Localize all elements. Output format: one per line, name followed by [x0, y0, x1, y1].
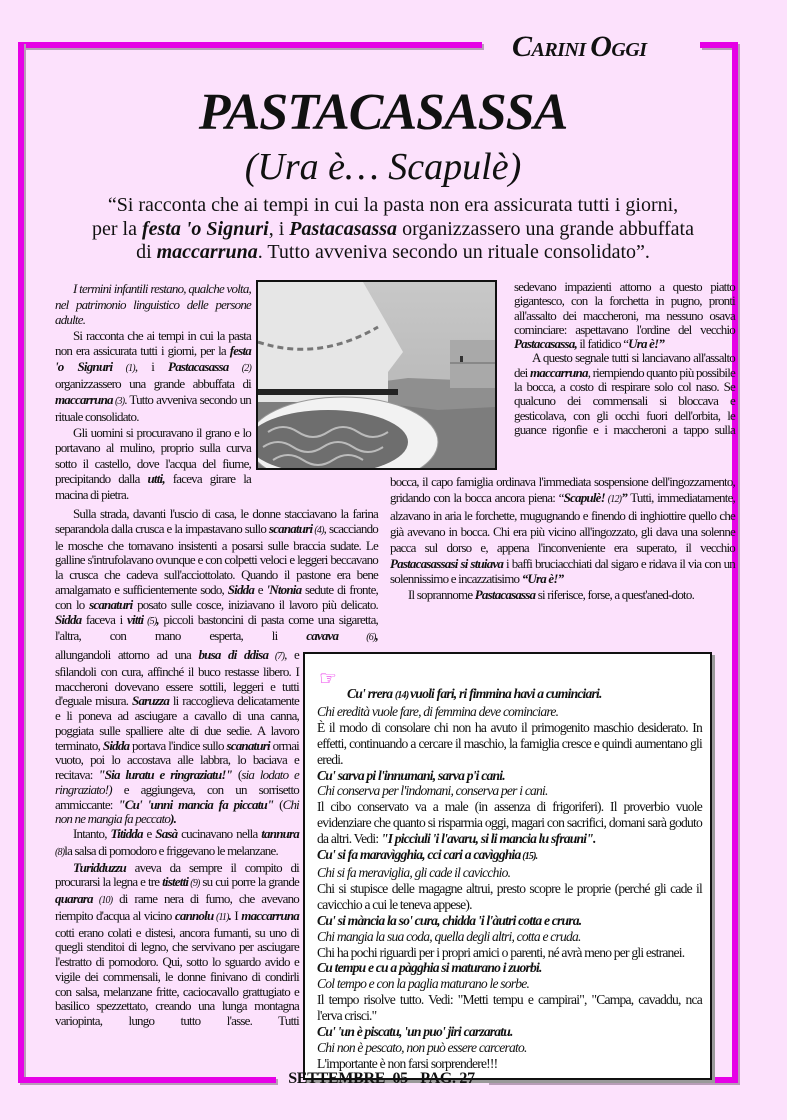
- text-run: li raccoglieva delicatamente e li poneva ad asciugare a cavallo di una canna, poggiata sulle spalliere alte di due sedie. A lavoro terminato,: [55, 693, 299, 753]
- text-run: bocca, il capo famiglia ordinava l'immediata sospensione dell'ingozzamento, gridando con la bocca ancora piena: “: [390, 474, 735, 505]
- logo-text-arini: ARINI: [531, 39, 591, 61]
- paragraph: [55, 827, 299, 861]
- text-run: Col tempo e con la paglia maturano le sorbe.: [317, 976, 530, 992]
- text-run: Il soprannome: [408, 587, 475, 603]
- text-run: (: [273, 796, 283, 812]
- emphasis-text: busa di ddisa: [198, 647, 269, 662]
- text-run: Chi conserva per l'indomani, conserva per i cani.: [317, 783, 548, 799]
- emphasis-text: 'Ntonia: [266, 581, 302, 597]
- text-run: organizzassero una grande abbuffata: [397, 217, 694, 240]
- paragraph: [36, 194, 750, 218]
- text-run: Chi si fa meraviglia, gli cade il cavicchio.: [317, 864, 511, 880]
- footnote-ref: (3): [112, 395, 125, 407]
- paragraph: [36, 241, 750, 265]
- proverb-translation: [317, 976, 702, 992]
- text-run: , i: [268, 217, 290, 240]
- proverb-translation: [317, 865, 702, 881]
- footnote-ref: (6): [338, 632, 376, 644]
- text-run: Chi ha pochi riguardi per i propri amici o parenti, né avrà meno per gli estranei.: [317, 944, 685, 960]
- text-run: . Tutto avveniva secondo un rituale consolidato”.: [257, 241, 650, 263]
- text-run: Cu tempu e cu a pàgghia si maturano i zuorbi.: [317, 960, 542, 976]
- emphasis-text: ”: [621, 489, 627, 505]
- footnote-ref: (8): [55, 846, 65, 858]
- footnote-ref: (9): [188, 878, 200, 890]
- emphasis-text: festa 'o Signuri: [142, 217, 269, 240]
- emphasis-text: Pastacasassa: [168, 358, 229, 374]
- pointing-hand-icon: ☞: [319, 668, 337, 690]
- proverb: [317, 768, 702, 784]
- proverb-translation: [317, 929, 702, 945]
- paragraph: [36, 218, 750, 242]
- emphasis-text: Sidda: [102, 737, 130, 753]
- article-title: PASTACASASSA: [198, 84, 568, 141]
- emphasis-text: cannolu: [174, 907, 214, 923]
- emphasis-text: Pastacasassasi si stuiava: [390, 555, 504, 571]
- article-column-left-top: [55, 281, 251, 502]
- proverb: [317, 1024, 702, 1040]
- logo-text-ggi: GGI: [611, 39, 647, 61]
- text-run: vuoli fari, ri fimmina havi a cuminciari.: [410, 686, 602, 701]
- footnote-ref: (15).: [520, 851, 538, 863]
- emphasis-text: festa 'o Signuri: [55, 343, 251, 374]
- proverb: [317, 913, 702, 929]
- text-run: Gli uomini si procuravano il grano e lo portavano al mulino, proprio sulla curva sotto il castello, dove l'acqua del fiume, precipitando dalla: [55, 424, 251, 486]
- text-run: cucinavano nella: [177, 826, 262, 841]
- text-run: allungandoli attorno ad una: [55, 647, 199, 662]
- emphasis-text: quarara: [55, 891, 93, 906]
- footnote-ref: (2): [228, 362, 251, 374]
- text-run: , scacciando le mosche che tornavano insistenti a posarsi sulle braccia sudate. Le galline s'intrufolavano ovunque e con colpetti veloci e leggeri beccavano la crusca che cadeva sull'acciottolato. Quando il pastone era bene amalgamato e sufficientemente sodo,: [55, 520, 378, 597]
- article-column-right-middle: [390, 474, 735, 603]
- emphasis-text: ,: [375, 628, 378, 644]
- emphasis-text: maccarruna: [156, 241, 258, 263]
- text-run: , e sfilandoli con cura, affinché il buco restasse libero. I maccheroni dovevano essere sottili, leggeri e tutti d'eguale misura.: [55, 647, 299, 709]
- emphasis-text: scanaturi: [268, 520, 313, 536]
- emphasis-text: maccarruna: [241, 907, 299, 923]
- emphasis-text: vitti: [127, 611, 144, 627]
- text-run: , riempiendo quanto più possibile la bocca, a costo di respirare solo col naso. Se qualcuno dei commensali si bloccava e gesticolava, con gli occhi fuori dell'orbita, le guance rigonfie e i maccheroni a tappo sulla: [514, 364, 735, 437]
- article-wide-left-block: [55, 507, 378, 646]
- magazine-logo: [512, 30, 682, 64]
- logo-initial-c: C: [512, 30, 532, 63]
- emphasis-text: scanaturi: [89, 596, 133, 612]
- frame-bottom-left: [18, 1077, 276, 1083]
- intro-quote: [36, 194, 750, 265]
- paragraph: [390, 587, 735, 603]
- emphasis-text: tannura: [261, 826, 300, 841]
- paragraph: [390, 474, 735, 587]
- text-run: e aggiungeva, con un sorrisetto ammiccante:: [55, 781, 299, 812]
- paragraph: [514, 351, 735, 437]
- text-run: i baffi bruciacchiati dal sigaro e ridava il via con un solennissimo e incazzatisimo: [390, 555, 736, 587]
- footnote-ref: (10): [92, 895, 113, 906]
- page-footer: SETTEMBRE 05 - PAG. 27: [288, 1070, 475, 1087]
- proverb-translation: [317, 704, 702, 720]
- text-run: Chi non ne mangia fa peccato: [55, 796, 299, 827]
- text-run: Si racconta che ai tempi in cui la pasta non era assicurata tutti i giorni, per la: [55, 327, 251, 358]
- text-run: posato sulle cosce, iniziavano il lavoro più delicato.: [132, 596, 378, 612]
- emphasis-text: Pastacasassa: [289, 217, 398, 240]
- text-run: I termini infantili restano, qualche volta, nel patrimonio linguistico delle persone adulte.: [55, 281, 251, 327]
- text-run: I: [231, 907, 242, 923]
- text-run: Chi eredità vuole fare, di femmina deve cominciare.: [317, 703, 559, 719]
- text-run: Tutti, immediatamente, alzavano in aria le forchette, mugugnando e finendo di inghiottire quello che già avevano in bocca. Chi era più vicino all'ingozzato, gli dava una solenne pacca sul dorso e, appena l'inconveniente era superato, il vecchio: [390, 489, 735, 555]
- paragraph: [55, 648, 299, 827]
- text-run: Cu' sarva pi l'innumani, sarva p'i cani.: [317, 767, 505, 783]
- footnote-ref: (1): [112, 362, 135, 374]
- text-run: È il modo di consolare chi non ha avuto il primogenito maschio desiderato. In effetti, continuando a cercare il maschio, la famiglia cresce e quindi aumentano gli eredi.: [317, 719, 702, 767]
- emphasis-text: cavava: [306, 628, 339, 644]
- text-run: su cui porre la grande: [199, 874, 299, 890]
- proverb-explanation: [317, 881, 702, 913]
- emphasis-text: scanaturi: [226, 737, 270, 753]
- text-run: Chi mangia la sua coda, quella degli altri, cotta e cruda.: [317, 928, 581, 944]
- text-run: di rame nera di fumo, che avevano riempito d'acqua al vicino: [55, 891, 299, 923]
- photo-woman-with-pasta-plate: [258, 282, 495, 468]
- emphasis-text: Sasà: [155, 826, 178, 841]
- logo-initial-o: O: [590, 30, 612, 63]
- proverb-translation: [317, 783, 702, 799]
- text-run: la salsa di pomodoro e friggevano le melanzane.: [64, 842, 278, 858]
- text-run: portava l'indice sullo: [129, 737, 227, 753]
- text-run: piccoli bastoncini di pasta come una sigaretta, l'altra, con mano esperta, li: [55, 611, 378, 644]
- proverb-explanation: [317, 799, 702, 847]
- text-run: ormai vuoto, poi lo accostava alle labbra, lo baciava e recitava:: [55, 737, 299, 782]
- emphasis-text: Ura è!”: [628, 336, 665, 352]
- paragraph: [55, 861, 299, 1029]
- proverb-explanation: [317, 720, 702, 768]
- text-run: di: [136, 241, 157, 263]
- emphasis-text: utti,: [147, 471, 165, 486]
- footnote-ref: (7): [268, 651, 285, 662]
- proverb: [317, 686, 702, 704]
- text-run: “Si racconta che ai tempi in cui la pasta non era assicurata tutti i giorni,: [107, 194, 679, 216]
- emphasis-text: "I picciuli 'i l'avaru, si li mancia lu sfrauni".: [380, 831, 596, 847]
- footnote-ref: (11): [213, 911, 229, 923]
- emphasis-text: ,: [156, 611, 159, 627]
- footnote-ref: (5): [143, 615, 157, 627]
- article-photo: [256, 280, 497, 470]
- proverbs-box: [303, 652, 712, 1080]
- proverb: [317, 960, 702, 976]
- text-run: sedute di fronte, con lo: [55, 581, 378, 612]
- text-run: (: [232, 767, 242, 782]
- text-run: per la: [92, 217, 142, 240]
- text-run: e: [142, 826, 156, 841]
- frame-left: [18, 42, 24, 1083]
- emphasis-text: "Cu' 'unni mancia fa piccatu": [118, 796, 274, 812]
- text-run: faceva girare la macina di pietra.: [55, 471, 251, 502]
- footnote-ref: (14): [394, 690, 411, 701]
- text-run: organizzassero una grande abbuffata di: [55, 376, 251, 391]
- paragraph: [514, 280, 735, 351]
- text-run: Chi si stupisce delle magagne altrui, presto scopre le proprie (perché gli cade il cavicchio a cui le teneva appese).: [317, 880, 702, 912]
- proverbs-list: [317, 686, 702, 1072]
- frame-top-left: [18, 42, 482, 48]
- text-run: Sulla strada, davanti l'uscio di casa, le donne stacciavano la farina separandola dalla crusca e la impastavano sullo: [55, 506, 378, 536]
- emphasis-text: “Ura è!”: [521, 571, 564, 587]
- text-run: Cu' 'un è piscatu, 'un puo' jiri carzaratu.: [317, 1024, 513, 1040]
- emphasis-text: .: [228, 907, 232, 923]
- emphasis-text: Sidda: [55, 611, 82, 627]
- emphasis-text: "Sia luratu e ringraziatu!": [98, 767, 233, 782]
- text-run: , i: [134, 358, 169, 374]
- paragraph: [55, 425, 251, 503]
- text-run: cotti erano colati e distesi, ancora fumanti, su uno di quegli stenditoi di legno, che servivano per asciugare l'estratto di pomodoro. Qui, sotto lo sguardo avido e vigile dei commensali, le donne finivano di condirli con salsa, melanzane fritte, caciocavallo grattugiato e basilico spezzettato, creando una lunga montagna variopinta, lungo tutto l'asse. Tutti: [55, 924, 299, 1028]
- proverb: [317, 847, 702, 865]
- text-run: aveva da sempre il compito di procurarsi la legna e tre: [55, 859, 299, 890]
- emphasis-text: maccarruna: [529, 364, 588, 380]
- proverb-explanation: [317, 992, 702, 1024]
- text-run: Intanto,: [73, 826, 111, 841]
- text-run: Cu' si fa maravìgghia, cci cari a cavìgghia: [317, 847, 521, 863]
- article-subtitle: (Ura è… Scapulè): [244, 146, 522, 188]
- text-run: Cu' rrera: [347, 686, 395, 701]
- text-run: sia lodato e ringraziato!): [55, 767, 299, 797]
- emphasis-text: ).: [170, 811, 177, 827]
- text-run: L'importante è non farsi sorprendere!!!: [317, 1055, 498, 1071]
- emphasis-text: Turidduzzu: [73, 859, 126, 875]
- emphasis-text: Scapulè!: [563, 489, 605, 505]
- article-column-right-top: [514, 280, 735, 437]
- paragraph: [55, 281, 251, 328]
- emphasis-text: Titidda: [110, 826, 143, 841]
- text-run: si riferisce, forse, a quest'aned-doto.: [535, 587, 695, 603]
- footnote-ref: (12): [604, 493, 622, 505]
- proverb-explanation: [317, 945, 702, 961]
- text-run: sedevano impazienti attorno a questo piatto gigantesco, con la forchetta in pugno, pronti all'assalto dei maccheroni, ma nessuno osava cominciare: aspettavano l'ordine del vecchio: [514, 279, 735, 337]
- text-run: e: [254, 581, 267, 597]
- emphasis-text: Saruzza: [132, 693, 170, 709]
- emphasis-text: tistetti: [162, 874, 189, 890]
- paragraph: [55, 328, 251, 425]
- proverb-translation: [317, 1040, 702, 1056]
- text-run: A questo segnale tutti si lanciavano all'assalto dei: [514, 350, 735, 380]
- article-column-left-bottom: [55, 648, 299, 1029]
- footnote-ref: (4): [312, 524, 324, 536]
- emphasis-text: Sidda: [227, 581, 255, 597]
- text-run: . Tutto avveniva secondo un rituale consolidato.: [55, 391, 251, 424]
- text-run: faceva i: [81, 611, 128, 627]
- text-run: il fatidico “: [576, 336, 629, 352]
- emphasis-text: Pastacasassa,: [514, 336, 577, 352]
- emphasis-text: maccarruna: [55, 391, 113, 407]
- emphasis-text: Pastacasassa: [474, 587, 536, 603]
- text-run: Il tempo risolve tutto. Vedi: "Metti tempu e campirai", "Campa, cavaddu, nca l'erva crisci.": [317, 992, 702, 1024]
- text-run: Il cibo conservato va a male (in assenza di frigoriferi). Il proverbio vuole evidenziare che quanto si risparmia oggi, magari con sacrifici, domani sarà goduto da altri. Vedi:: [317, 799, 702, 847]
- paragraph: [55, 507, 378, 646]
- text-run: Cu' si mància la so' cura, chidda 'i l'àutri cotta e crura.: [317, 912, 582, 928]
- text-run: Chi non è pescato, non può essere carcerato.: [317, 1039, 527, 1055]
